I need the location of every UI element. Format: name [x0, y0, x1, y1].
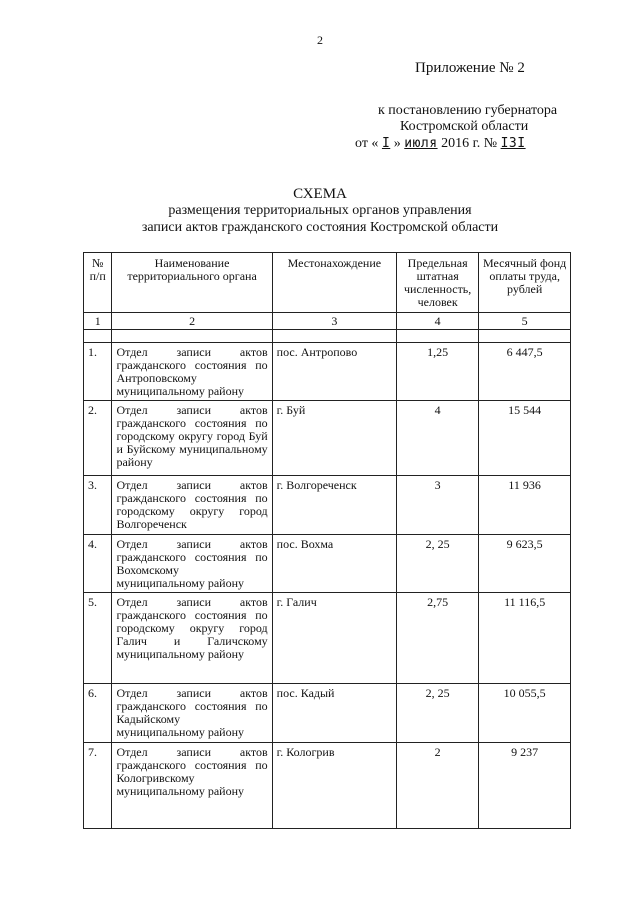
date-mid: » — [393, 136, 401, 151]
table-row — [84, 535, 571, 593]
row-number: 3. — [84, 476, 112, 535]
row-fund: 9 237 — [479, 743, 571, 829]
index-cell: 1 — [84, 313, 112, 330]
row-fund: 15 544 — [479, 401, 571, 476]
row-fund: 10 055,5 — [479, 684, 571, 743]
row-name: Отдел записи актов гражданского состояния по городскому округу город Галич и Галичскому муниципальному району — [112, 593, 272, 684]
date-year: 2016 г. № — [441, 136, 498, 151]
row-staff: 2,75 — [397, 593, 479, 684]
row-location: пос. Кадый — [272, 684, 396, 743]
header-name: Наименование территориального органа — [112, 253, 272, 313]
date-prefix: от « — [355, 136, 379, 151]
index-cell: 5 — [479, 313, 571, 330]
row-number: 1. — [84, 343, 112, 401]
table-row — [84, 401, 571, 476]
scheme-table — [83, 252, 571, 829]
table-row — [84, 743, 571, 829]
scheme-subtitle-2: записи актов гражданского состояния Костромской области — [141, 220, 499, 235]
date-month: июля — [404, 136, 438, 151]
row-number: 2. — [84, 401, 112, 476]
date-day: I — [381, 136, 391, 151]
row-location: пос. Антропово — [272, 343, 396, 401]
table-header-row — [84, 253, 571, 313]
appendix-date-line — [355, 136, 526, 152]
row-staff: 2, 25 — [397, 684, 479, 743]
appendix-region-line: Костромской области — [400, 119, 529, 134]
header-number: № п/п — [84, 253, 112, 313]
header-fund: Месячный фонд оплаты труда, рублей — [479, 253, 571, 313]
row-number: 6. — [84, 684, 112, 743]
appendix-resolution-line: к постановлению губернатора — [378, 103, 558, 118]
row-fund: 9 623,5 — [479, 535, 571, 593]
table-row — [84, 684, 571, 743]
table-row — [84, 476, 571, 535]
header-location: Местонахождение — [272, 253, 396, 313]
index-cell: 3 — [272, 313, 396, 330]
row-location: г. Волгореченск — [272, 476, 396, 535]
table-gap-row — [84, 330, 571, 343]
row-number: 5. — [84, 593, 112, 684]
row-staff: 4 — [397, 401, 479, 476]
row-fund: 11 116,5 — [479, 593, 571, 684]
header-staff: Предельная штатная численность, человек — [397, 253, 479, 313]
index-cell: 4 — [397, 313, 479, 330]
row-name: Отдел записи актов гражданского состояния по Вохомскому муниципальному району — [112, 535, 272, 593]
row-name: Отдел записи актов гражданского состояния по городскому округу город Буй и Буйскому муниципальному району — [112, 401, 272, 476]
row-location: пос. Вохма — [272, 535, 396, 593]
row-location: г. Буй — [272, 401, 396, 476]
row-location: г. Галич — [272, 593, 396, 684]
row-fund: 6 447,5 — [479, 343, 571, 401]
row-fund: 11 936 — [479, 476, 571, 535]
table-row — [84, 343, 571, 401]
scheme-title: СХЕМА — [293, 186, 347, 202]
row-name: Отдел записи актов гражданского состояния по городскому округу город Волгореченск — [112, 476, 272, 535]
row-location: г. Кологрив — [272, 743, 396, 829]
row-name: Отдел записи актов гражданского состояния по Антроповскому муниципальному району — [112, 343, 272, 401]
document-number: I3I — [500, 136, 526, 151]
table-row — [84, 593, 571, 684]
table-index-row — [84, 313, 571, 330]
row-staff: 2 — [397, 743, 479, 829]
row-number: 4. — [84, 535, 112, 593]
index-cell: 2 — [112, 313, 272, 330]
row-staff: 3 — [397, 476, 479, 535]
row-staff: 1,25 — [397, 343, 479, 401]
appendix-title: Приложение № 2 — [415, 60, 525, 76]
row-name: Отдел записи актов гражданского состояния по Кологривскому муниципальному району — [112, 743, 272, 829]
page-number: 2 — [317, 33, 323, 47]
row-staff: 2, 25 — [397, 535, 479, 593]
row-name: Отдел записи актов гражданского состояния по Кадыйскому муниципальному району — [112, 684, 272, 743]
scheme-subtitle-1: размещения территориальных органов управления — [168, 203, 472, 218]
row-number: 7. — [84, 743, 112, 829]
